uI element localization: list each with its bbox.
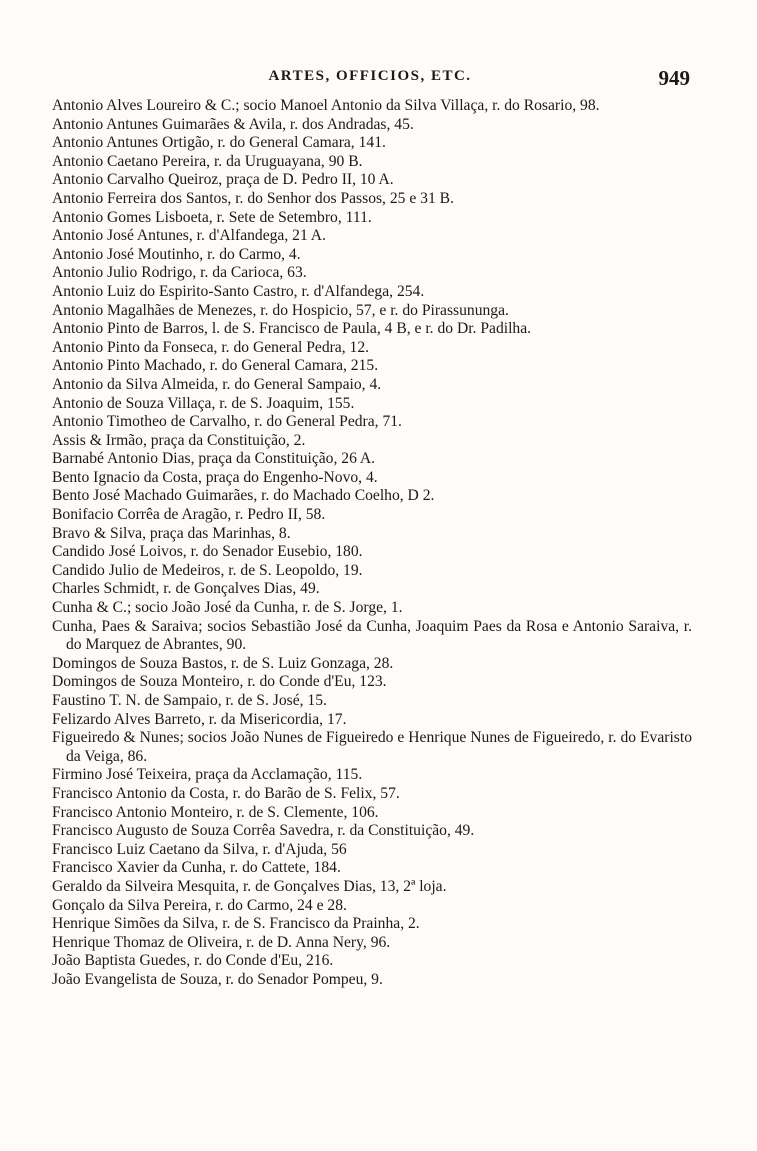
directory-entry: Francisco Antonio Monteiro, r. de S. Clemente, 106.: [52, 803, 379, 821]
directory-entry: Charles Schmidt, r. de Gonçalves Dias, 49.: [52, 580, 320, 598]
directory-entry-list: [52, 97, 692, 990]
running-title: ARTES, OFFICIOS, ETC.: [268, 68, 472, 84]
directory-entry: Antonio Ferreira dos Santos, r. do Senhor dos Passos, 25 e 31 B.: [52, 189, 454, 207]
directory-entry: Gonçalo da Silva Pereira, r. do Carmo, 24 e 28.: [52, 896, 347, 914]
directory-entry: Antonio Magalhães de Menezes, r. do Hospicio, 57, e r. do Pirassununga.: [52, 301, 509, 319]
directory-entry: Firmino José Teixeira, praça da Acclamação, 115.: [52, 766, 363, 784]
directory-entry: Candido José Loivos, r. do Senador Eusebio, 180.: [52, 543, 363, 561]
directory-entry: Henrique Thomaz de Oliveira, r. de D. Anna Nery, 96.: [52, 933, 391, 951]
directory-entry: Antonio Caetano Pereira, r. da Uruguayana, 90 B.: [52, 152, 363, 170]
directory-entry: Henrique Simões da Silva, r. de S. Francisco da Prainha, 2.: [52, 915, 420, 933]
directory-entry: Antonio José Moutinho, r. do Carmo, 4.: [52, 245, 301, 263]
directory-entry: Antonio da Silva Almeida, r. do General Sampaio, 4.: [52, 375, 382, 393]
directory-entry: Domingos de Souza Bastos, r. de S. Luiz Gonzaga, 28.: [52, 654, 394, 672]
directory-entry: Antonio Pinto da Fonseca, r. do General Pedra, 12.: [52, 338, 370, 356]
directory-entry: Cunha & C.; socio João José da Cunha, r. de S. Jorge, 1.: [52, 599, 403, 617]
directory-entry: Antonio José Antunes, r. d'Alfandega, 21 A.: [52, 227, 326, 245]
directory-entry: Antonio Carvalho Queiroz, praça de D. Pedro II, 10 A.: [52, 171, 394, 189]
directory-entry: Figueiredo & Nunes; socios João Nunes de Figueiredo e Henrique Nunes de Figueiredo, r. do Evaristo da Veiga, 86.: [52, 729, 692, 765]
page-number: 949: [658, 66, 690, 90]
directory-entry: Bravo & Silva, praça das Marinhas, 8.: [52, 524, 291, 542]
directory-entry: Antonio Gomes Lisboeta, r. Sete de Setembro, 111.: [52, 208, 372, 226]
directory-entry: Cunha, Paes & Saraiva; socios Sebastião José da Cunha, Joaquim Paes da Rosa e Antonio Saraiva, r. do Marquez de Abrantes, 90.: [52, 617, 692, 654]
directory-entry: Antonio Julio Rodrigo, r. da Carioca, 63.: [52, 264, 307, 282]
directory-entry: Assis & Irmão, praça da Constituição, 2.: [52, 431, 306, 449]
directory-entry: Bonifacio Corrêa de Aragão, r. Pedro II, 58.: [52, 506, 326, 524]
directory-entry: Antonio Antunes Guimarães & Avila, r. dos Andradas, 45.: [52, 115, 414, 133]
directory-entry: Bento Ignacio da Costa, praça do Engenho-Novo, 4.: [52, 468, 378, 486]
directory-entry: Antonio Luiz do Espirito-Santo Castro, r. d'Alfandega, 254.: [52, 282, 425, 300]
directory-entry: Bento José Machado Guimarães, r. do Machado Coelho, D 2.: [52, 487, 435, 505]
directory-entry: Antonio Timotheo de Carvalho, r. do General Pedra, 71.: [52, 413, 402, 431]
page-header: [50, 66, 690, 92]
directory-entry: Francisco Xavier da Cunha, r. do Cattete, 184.: [52, 859, 341, 877]
directory-entry: Antonio Alves Loureiro & C.; socio Manoel Antonio da Silva Villaça, r. do Rosario, 98.: [52, 97, 600, 114]
directory-entry: Antonio de Souza Villaça, r. de S. Joaquim, 155.: [52, 394, 355, 412]
directory-entry: Antonio Antunes Ortigão, r. do General Camara, 141.: [52, 134, 386, 152]
directory-entry: Felizardo Alves Barreto, r. da Misericordia, 17.: [52, 710, 347, 728]
directory-entry: Faustino T. N. de Sampaio, r. de S. José, 15.: [52, 692, 327, 709]
directory-entry: Domingos de Souza Monteiro, r. do Conde d'Eu, 123.: [52, 673, 387, 691]
directory-entry: Barnabé Antonio Dias, praça da Constituição, 26 A.: [52, 450, 376, 468]
directory-entry: João Baptista Guedes, r. do Conde d'Eu, 216.: [52, 952, 334, 970]
directory-entry: Candido Julio de Medeiros, r. de S. Leopoldo, 19.: [52, 561, 363, 579]
directory-entry: Antonio Pinto Machado, r. do General Camara, 215.: [52, 357, 379, 375]
directory-entry: Geraldo da Silveira Mesquita, r. de Gonçalves Dias, 13, 2ª loja.: [52, 877, 447, 895]
directory-entry: Antonio Pinto de Barros, l. de S. Francisco de Paula, 4 B, e r. do Dr. Padilha.: [52, 320, 532, 338]
directory-entry: Francisco Augusto de Souza Corrêa Savedra, r. da Constituição, 49.: [52, 822, 475, 840]
directory-entry: Francisco Luiz Caetano da Silva, r. d'Ajuda, 56: [52, 840, 347, 858]
directory-entry: Francisco Antonio da Costa, r. do Barão de S. Felix, 57.: [52, 784, 400, 802]
directory-entry: João Evangelista de Souza, r. do Senador Pompeu, 9.: [52, 970, 383, 988]
